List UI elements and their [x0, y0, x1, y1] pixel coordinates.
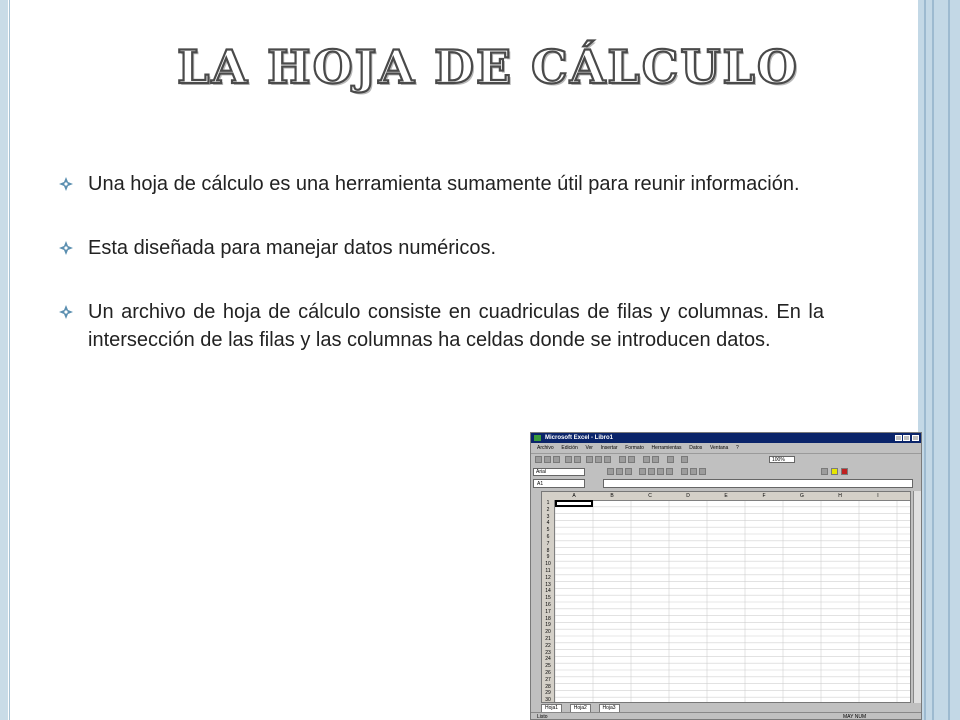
status-keys: MAY NUM	[843, 714, 867, 720]
chart-icon	[681, 456, 688, 463]
excel-menu-bar	[531, 443, 921, 454]
menu-item: Ver	[585, 445, 593, 451]
sheet-tab: Hoja1	[541, 704, 562, 713]
row-header: 8	[546, 547, 550, 554]
row-header: 6	[546, 534, 550, 540]
row-header: 23	[545, 649, 551, 656]
column-header: A	[572, 493, 576, 499]
row-header: 16	[545, 602, 551, 608]
excel-title-bar	[531, 433, 921, 443]
row-header: 15	[545, 595, 551, 602]
fill-color-icon	[831, 468, 838, 475]
maximize-icon	[903, 435, 910, 441]
row-header: 30	[545, 697, 551, 703]
currency-icon	[681, 468, 688, 475]
column-header: G	[800, 493, 804, 499]
diamond-bullet-icon	[58, 240, 74, 256]
function-icon	[652, 456, 659, 463]
row-header: 17	[545, 608, 551, 615]
row-header: 20	[545, 629, 551, 636]
row-header: 1	[546, 500, 550, 506]
copy-icon	[595, 456, 602, 463]
paste-icon	[604, 456, 611, 463]
open-icon	[544, 456, 551, 463]
column-header: I	[877, 493, 879, 499]
comma-icon	[699, 468, 706, 475]
row-header: 4	[546, 520, 550, 527]
bullet-text: Un archivo de hoja de cálculo consiste en cuadriculas de filas y columnas. En la intersección de las filas y las columnas ha celdas donde se introducen datos.	[88, 301, 824, 351]
column-header: C	[648, 493, 652, 499]
font-color-icon	[841, 468, 848, 475]
diamond-bullet-icon	[58, 176, 74, 192]
excel-screenshot	[530, 432, 922, 720]
bold-icon	[607, 468, 614, 475]
bullet-text: Una hoja de cálculo es una herramienta sumamente útil para reunir información.	[88, 173, 800, 195]
formula-bar	[603, 479, 913, 488]
row-header: 2	[546, 506, 550, 513]
align-right-icon	[657, 468, 664, 475]
percent-icon	[690, 468, 697, 475]
menu-item: Formato	[625, 445, 644, 451]
menu-item: Herramientas	[651, 445, 682, 451]
column-header: E	[724, 493, 728, 499]
row-header: 22	[545, 642, 551, 649]
name-box	[533, 479, 585, 488]
row-header: 11	[545, 568, 551, 574]
diamond-bullet-icon	[58, 304, 74, 320]
row-header: 18	[545, 615, 551, 622]
merge-icon	[666, 468, 673, 475]
row-header: 19	[545, 622, 551, 629]
row-header: 28	[545, 683, 551, 690]
row-header: 10	[545, 561, 551, 568]
slide-title: LA HOJA DE CÁLCULO	[177, 40, 799, 94]
border-icon	[821, 468, 828, 475]
row-header: 14	[545, 588, 551, 595]
zoom-select: 100%	[769, 456, 795, 463]
redo-icon	[628, 456, 635, 463]
align-left-icon	[639, 468, 646, 475]
italic-icon	[616, 468, 623, 475]
menu-item: Insertar	[600, 445, 618, 451]
left-frame-bar	[0, 0, 8, 720]
sort-icon	[667, 456, 674, 463]
row-header: 5	[546, 527, 550, 534]
row-header: 29	[545, 690, 551, 697]
row-header: 21	[545, 636, 551, 642]
menu-item: Ventana	[709, 445, 729, 451]
name-box-value: A1	[537, 481, 544, 487]
right-frame-stripe	[932, 0, 934, 720]
spreadsheet-grid	[541, 491, 911, 703]
sheet-tab: Hoja3	[599, 704, 620, 713]
row-headers	[542, 500, 555, 703]
underline-icon	[625, 468, 632, 475]
row-header: 13	[545, 581, 551, 588]
menu-item: ?	[736, 445, 739, 451]
row-header: 24	[545, 656, 551, 663]
preview-icon	[574, 456, 581, 463]
vertical-scrollbar	[913, 491, 922, 703]
grid-lines	[542, 492, 911, 703]
new-icon	[535, 456, 542, 463]
active-cell	[555, 500, 593, 507]
left-frame-line	[9, 0, 10, 720]
excel-standard-toolbar	[531, 454, 921, 466]
bullet-list	[58, 170, 824, 390]
menu-item: Datos	[689, 445, 703, 451]
menu-item: Archivo	[537, 445, 554, 451]
row-header: 12	[545, 574, 551, 581]
bullet-item	[58, 234, 824, 262]
row-header: 27	[545, 676, 551, 683]
minimize-icon	[895, 435, 902, 441]
status-bar	[531, 712, 921, 720]
excel-window-title: Microsoft Excel - Libro1	[545, 435, 614, 441]
sheet-tab: Hoja2	[570, 704, 591, 713]
excel-app-icon	[534, 435, 541, 441]
bullet-item	[58, 298, 824, 354]
row-header: 25	[545, 663, 551, 670]
close-icon	[912, 435, 919, 441]
status-ready: Listo	[537, 714, 548, 720]
column-headers	[542, 492, 910, 501]
right-frame-stripe	[924, 0, 926, 720]
sheet-tabs	[541, 704, 913, 711]
right-frame-stripe	[948, 0, 950, 720]
cut-icon	[586, 456, 593, 463]
row-header: 7	[546, 540, 550, 547]
row-header: 9	[546, 554, 550, 561]
column-header: H	[838, 493, 842, 499]
undo-icon	[619, 456, 626, 463]
bullet-item	[58, 170, 824, 198]
row-header: 26	[545, 670, 551, 676]
column-header: B	[610, 493, 614, 499]
font-select: Arial	[533, 468, 585, 476]
row-header: 3	[546, 513, 550, 520]
right-frame-bar	[918, 0, 960, 720]
excel-format-toolbar	[531, 466, 921, 478]
column-header: F	[762, 493, 766, 499]
align-center-icon	[648, 468, 655, 475]
menu-item: Edición	[561, 445, 578, 451]
column-header: D	[686, 493, 690, 499]
print-icon	[565, 456, 572, 463]
save-icon	[553, 456, 560, 463]
bullet-text: Esta diseñada para manejar datos numéricos.	[88, 237, 497, 259]
sum-icon	[643, 456, 650, 463]
